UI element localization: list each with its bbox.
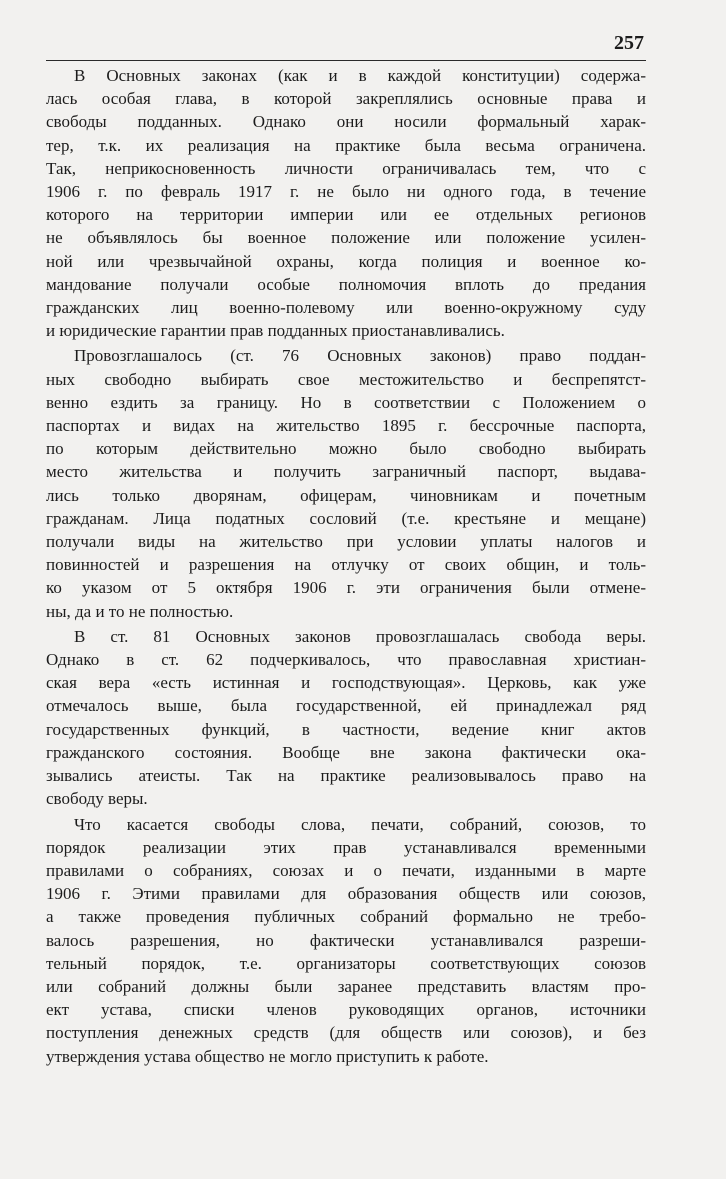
text-line: 1906 г. Этими правилами для образования обществ или союзов,: [46, 884, 646, 904]
text-line: получали виды на жительство при условии уплаты налогов и: [46, 532, 646, 552]
text-line: и юридические гарантии прав подданных приостанавливались.: [46, 321, 505, 341]
paragraph: [46, 625, 646, 811]
text-line: порядок реализации этих прав устанавливался временными: [46, 837, 646, 857]
text-line: тельный порядок, т.е. организаторы соответствующих союзов: [46, 953, 646, 973]
text-line: не объявлялось бы военное положение или положение усилен-: [46, 228, 646, 248]
text-line: свободы подданных. Однако они носили формальный харак-: [46, 112, 646, 132]
text-line: место жительства и получить заграничный паспорт, выдава-: [46, 462, 646, 482]
text-line: Однако в ст. 62 подчеркивалось, что православная христиан-: [46, 650, 646, 670]
text-line: Так, неприкосновенность личности ограничивалась тем, что с: [46, 158, 646, 178]
text-line: или собраний должны были заранее представить властям про-: [46, 976, 646, 996]
text-line: лись только дворянам, офицерам, чиновникам и почетным: [46, 485, 646, 505]
paragraph: [46, 813, 646, 1068]
text-line: В ст. 81 Основных законов провозглашалась свобода веры.: [74, 626, 646, 646]
text-line: государственных функций, в частности, ведение книг актов: [46, 719, 646, 739]
body-text: [46, 64, 646, 1068]
text-line: лась особая глава, в которой закреплялись основные права и: [46, 89, 646, 109]
text-line: отмечалось выше, была государственной, ей принадлежал ряд: [46, 696, 646, 716]
book-page: [46, 30, 646, 1160]
text-line: гражданам. Лица податных сословий (т.е. крестьяне и мещане): [46, 508, 646, 528]
text-line: ект устава, списки членов руководящих органов, источники: [46, 1000, 646, 1020]
text-line: а также проведения публичных собраний формально не требо-: [46, 907, 646, 927]
text-line: повинностей и разрешения на отлучку от своих общин, и толь-: [46, 555, 646, 575]
text-line: валось разрешения, но фактически устанавливался разреши-: [46, 930, 646, 950]
text-line: которого на территории империи или ее отдельных регионов: [46, 205, 646, 225]
text-line: В Основных законах (как и в каждой конституции) содержа-: [74, 66, 646, 85]
text-line: утверждения устава общество не могло приступить к работе.: [46, 1046, 489, 1066]
text-line: правилами о собраниях, союзах и о печати, изданными в марте: [46, 860, 646, 880]
text-line: паспортах и видах на жительство 1895 г. бессрочные паспорта,: [46, 416, 646, 436]
text-line: ко указом от 5 октября 1906 г. эти ограничения были отмене-: [46, 578, 646, 598]
text-line: ных свободно выбирать свое местожительство и беспрепятст-: [46, 369, 646, 389]
text-line: Провозглашалось (ст. 76 Основных законов) право поддан-: [74, 346, 646, 366]
text-line: Что касается свободы слова, печати, собраний, союзов, то: [74, 814, 646, 834]
header-rule: [46, 60, 646, 61]
text-line: 1906 г. по февраль 1917 г. не было ни одного года, в течение: [46, 182, 646, 202]
page-number: 257: [614, 32, 644, 54]
text-line: зывались атеисты. Так на практике реализовывалось право на: [46, 766, 646, 786]
text-line: по которым действительно можно было свободно выбирать: [46, 439, 646, 459]
text-line: свободу веры.: [46, 789, 148, 809]
text-line: венно ездить за границу. Но в соответствии с Положением о: [46, 392, 646, 412]
paragraph: [46, 344, 646, 622]
text-line: поступления денежных средств (для обществ или союзов), и без: [46, 1023, 646, 1043]
text-line: ны, да и то не полностью.: [46, 601, 234, 621]
paragraph: [46, 64, 646, 342]
text-line: гражданского состояния. Вообще вне закона фактически ока-: [46, 742, 646, 762]
text-line: гражданских лиц военно-полевому или военно-окружному суду: [46, 298, 646, 318]
text-line: ной или чрезвычайной охраны, когда полиция и военное ко-: [46, 251, 646, 271]
text-line: ская вера «есть истинная и господствующая». Церковь, как уже: [46, 673, 646, 693]
text-line: мандование получали особые полномочия вплоть до предания: [46, 274, 646, 294]
text-line: тер, т.к. их реализация на практике была весьма ограничена.: [46, 135, 646, 155]
